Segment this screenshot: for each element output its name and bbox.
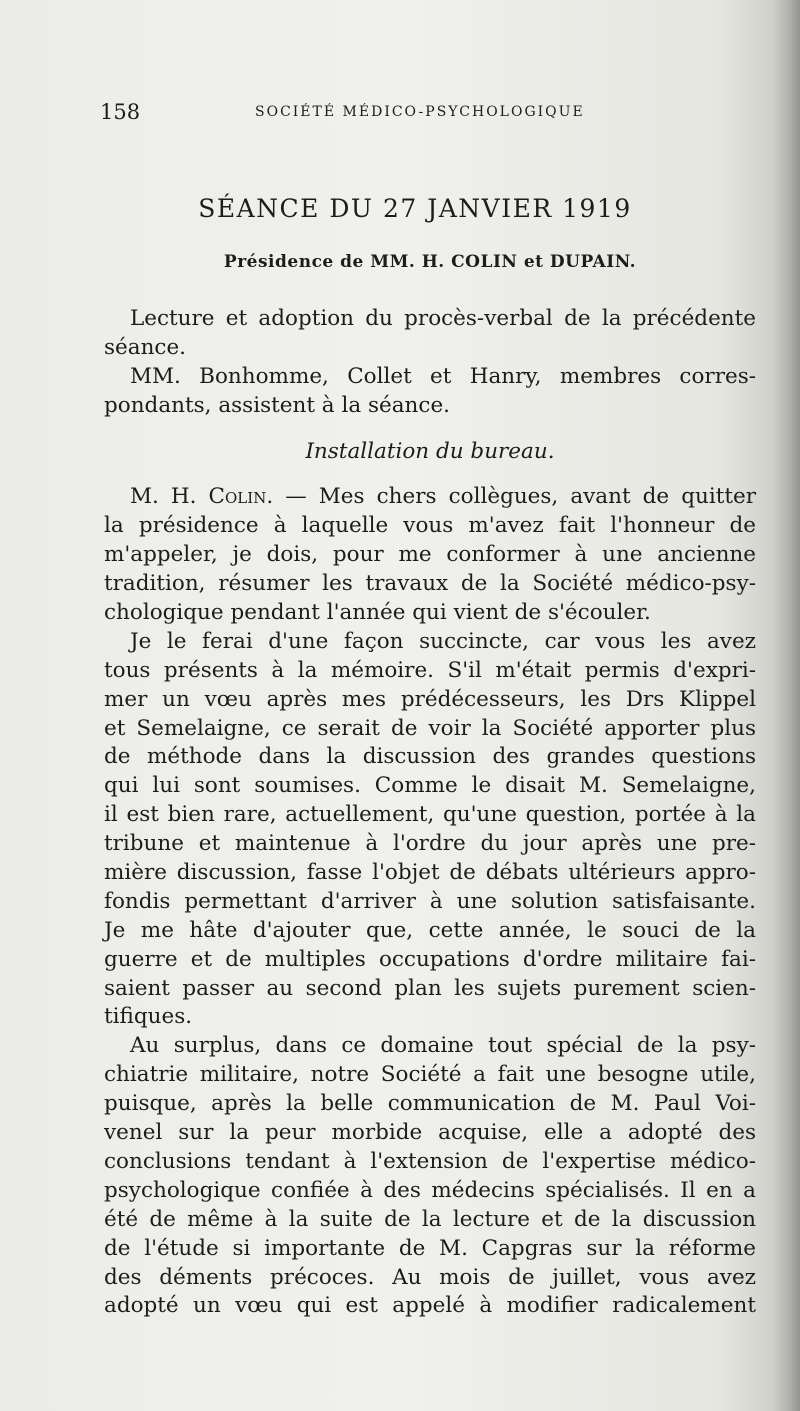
text-line: Lecture et adoption du procès-verbal de la précédente: [130, 306, 756, 331]
page-header: [100, 100, 760, 130]
text-line: tradition, résumer les travaux de la Société médico-psy-: [104, 571, 756, 597]
text-line: tous présents à la mémoire. S'il m'était permis d'expri-: [104, 657, 756, 683]
text-line: de l'étude si importante de M. Capgras sur la réforme: [104, 1235, 756, 1261]
text-line: Je le ferai d'une façon succincte, car vous les avez: [130, 628, 756, 654]
text-line: tifiques.: [104, 1004, 193, 1030]
page-number: 158: [100, 100, 141, 124]
text-line: conclusions tendant à l'extension de l'expertise médico-: [104, 1148, 756, 1174]
presidence-line: Présidence de MM. H. COLIN et DUPAIN.: [223, 252, 637, 272]
text-line: Je me hâte d'ajouter que, cette année, le souci de la: [104, 917, 756, 943]
section-heading: Installation du bureau.: [305, 438, 555, 464]
text-line: des déments précoces. Au mois de juillet, vous avez: [104, 1264, 756, 1290]
text-line: et Semelaigne, ce serait de voir la Société apporter plus: [104, 715, 756, 741]
text-line: chologique pendant l'année qui vient de s'écouler.: [104, 600, 651, 626]
text-line: venel sur la peur morbide acquise, elle a adopté des: [104, 1120, 756, 1146]
speech-first-line: [104, 483, 756, 512]
text-line: fondis permettant d'arriver à une solution satisfaisante.: [104, 888, 756, 914]
text-line: qui lui sont soumises. Comme le disait M. Semelaigne,: [104, 773, 756, 799]
text-line: m'appeler, je dois, pour me conformer à une ancienne: [104, 542, 756, 568]
body-text: [104, 305, 756, 1321]
speaker-name: M. H. Colin.: [130, 484, 274, 510]
text-line: saient passer au second plan les sujets purement scien-: [104, 975, 756, 1001]
text-line: Au surplus, dans ce domaine tout spécial de la psy-: [130, 1033, 756, 1059]
text-line: MM. Bonhomme, Collet et Hanry, membres corres-: [130, 363, 756, 389]
text-line: guerre et de multiples occupations d'ordre militaire fai-: [104, 946, 756, 972]
text-line: mer un vœu après mes prédécesseurs, les Drs Klippel: [104, 686, 756, 712]
text-line: de méthode dans la discussion des grandes questions: [104, 744, 756, 770]
text-line: psychologique confiée à des médecins spécialisés. Il en a: [104, 1177, 756, 1203]
text-line: puisque, après la belle communication de M. Paul Voi-: [104, 1091, 756, 1117]
text-line: pondants, assistent à la séance.: [104, 392, 451, 418]
session-title: SÉANCE DU 27 JANVIER 1919: [198, 194, 632, 223]
text-line: tribune et maintenue à l'ordre du jour après une pre-: [104, 831, 756, 857]
running-head: SOCIÉTÉ MÉDICO-PSYCHOLOGIQUE: [255, 104, 585, 120]
text-line: la présidence à laquelle vous m'avez fait l'honneur de: [104, 513, 756, 539]
text-line: il est bien rare, actuellement, qu'une question, portée à la: [104, 802, 756, 828]
text-line: chiatrie militaire, notre Société a fait une besogne utile,: [104, 1062, 756, 1088]
text-line: adopté un vœu qui est appelé à modifier radicalement: [104, 1293, 756, 1319]
text-line: mière discussion, fasse l'objet de débats ultérieurs appro-: [104, 860, 756, 886]
text-line: été de même à la suite de la lecture et de la discussion: [104, 1206, 756, 1232]
speech-opening: — Mes chers collègues, avant de quitter: [273, 484, 756, 510]
text-line: séance.: [104, 334, 187, 360]
